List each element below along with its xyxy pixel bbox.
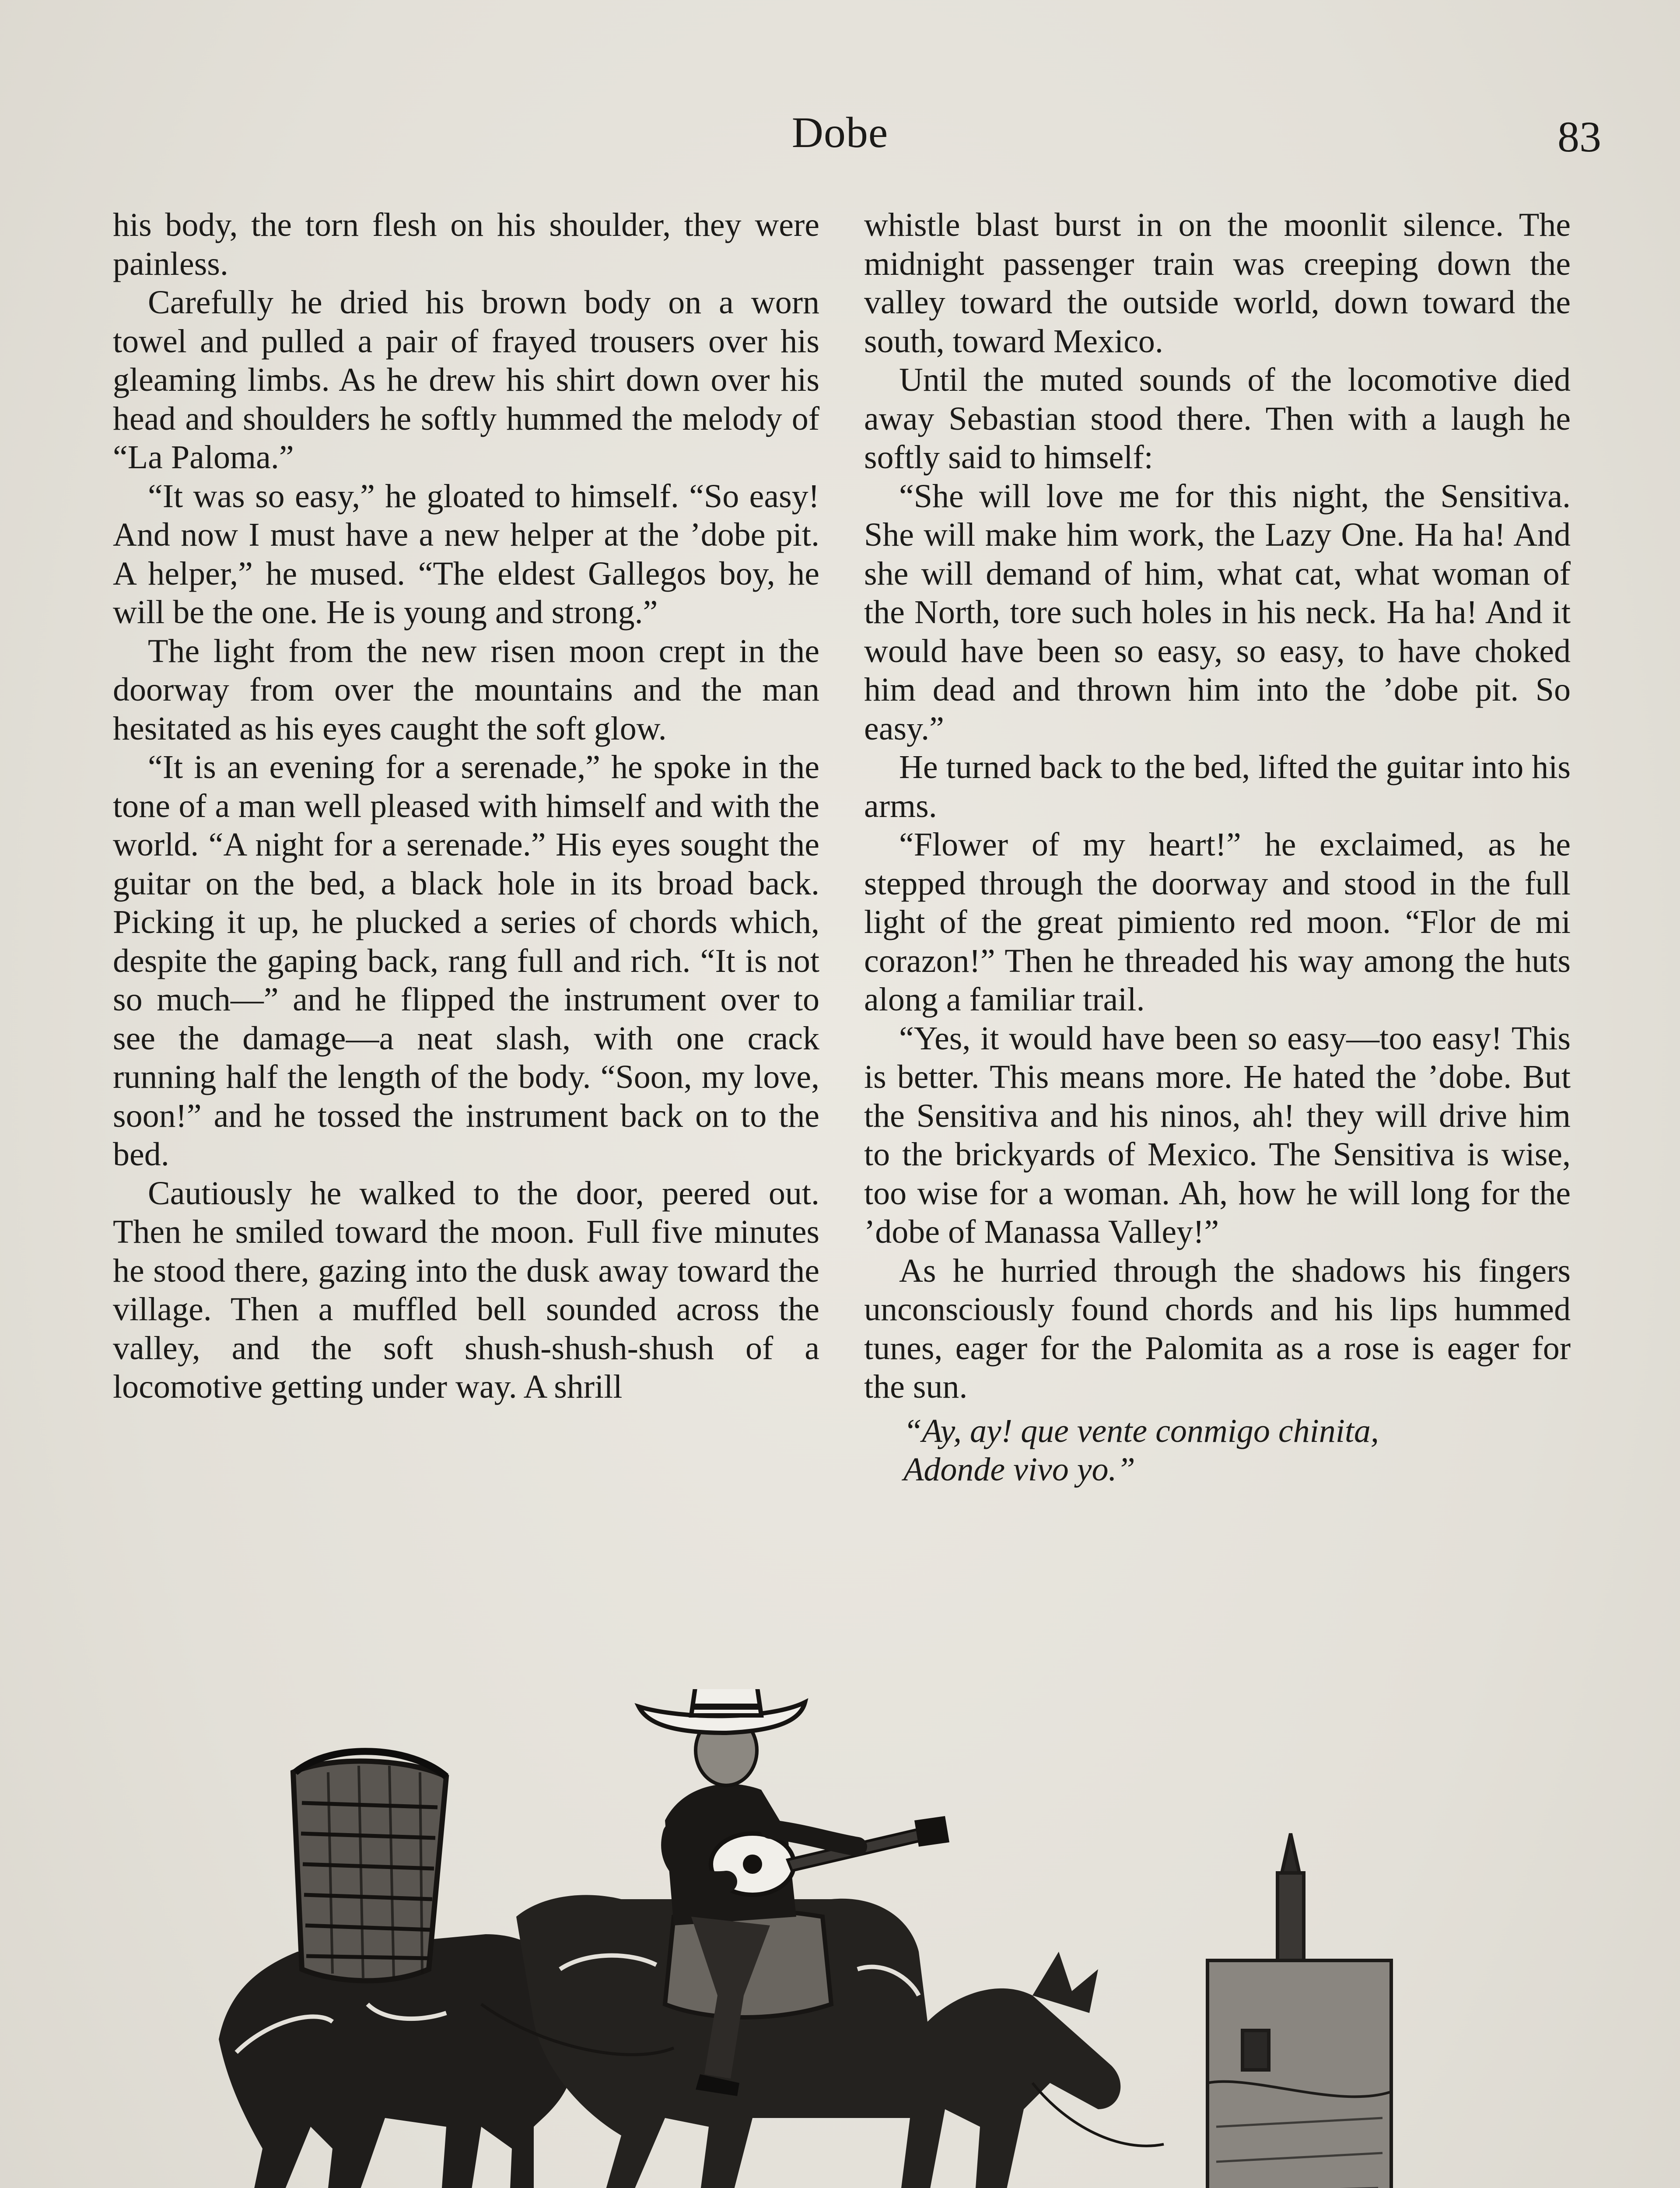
paragraph: his body, the torn flesh on his shoulder, they were painless. [113, 207, 819, 282]
paragraph: “It was so easy,” he gloated to himself. “So easy! And now I must have a new helper at the ’dobe pit. A helper,” he mused. “The eldest Gallegos boy, he will be the one. He is young and strong.” [113, 477, 819, 631]
right-column [864, 206, 1571, 1489]
song-verse [864, 1412, 1571, 1489]
pack-burro-with-basket [219, 1751, 569, 2188]
paragraph: The light from the new risen moon crept in the doorway from over the mountains and the man hesitated as his eyes caught the soft glow. [113, 632, 819, 747]
paragraph: As he hurried through the shadows his fingers unconsciously found chords and his lips hummed tunes, eager for the Palomita as a rose is eager for the sun. [864, 1252, 1571, 1405]
verse-line: Adonde vivo yo.” [903, 1451, 1135, 1488]
paragraph: “She will love me for this night, the Sensitiva. She will make him work, the Lazy One. Ha ha! And she will demand of him, what cat, what woman of the North, tore such holes in his neck. Ha ha! And it would have been so easy, so easy, to have choked him dead and thrown him into the ’dobe pit. So easy.” [864, 477, 1571, 747]
paragraph: Until the muted sounds of the locomotive died away Sebastian stood there. Then with a laugh he softly said to himself: [864, 361, 1571, 476]
page-number: 83 [1558, 112, 1601, 161]
village-tower [1208, 1834, 1391, 2188]
paragraph: whistle blast burst in on the moonlit silence. The midnight passenger train was creeping down the valley toward the outside world, down toward the south, toward Mexico. [864, 207, 1571, 360]
running-title: Dobe [791, 108, 889, 157]
burro-with-rider [516, 1689, 1120, 2188]
paragraph: Cautiously he walked to the door, peered out. Then he smiled toward the moon. Full five minutes he stood there, gazing into the dusk away toward the village. Then a muffled bell sounded across the valley, and the soft shush-shush-shush of a locomotive getting under way. A shrill [113, 1175, 819, 1405]
verse-line: “Ay, ay! que vente conmigo chinita, [903, 1412, 1379, 1449]
paragraph: Carefully he dried his brown body on a worn towel and pulled a pair of frayed trousers over his gleaming limbs. As he drew his shirt down over his head and shoulders he softly hummed the melody of “La Paloma.” [113, 284, 819, 476]
paragraph: He turned back to the bed, lifted the guitar into his arms. [864, 749, 1571, 824]
paragraph: “Flower of my heart!” he exclaimed, as he stepped through the doorway and stood in the full light of the great pimiento red moon. “Flor de mi corazon!” Then he threaded his way among the huts along a familiar trail. [864, 826, 1571, 1018]
paragraph: “Yes, it would have been so easy—too easy! This is better. This means more. He hated the ’dobe. But the Sensitiva and his ninos, ah! they will drive him to the brickyards of Mexico. The Sensitiva is wise, too wise for a woman. Ah, how he will long for the ’dobe of Manassa Valley!” [864, 1020, 1571, 1250]
illustration-burros-and-guitarist [201, 1689, 1492, 2188]
paragraph: “It is an evening for a serenade,” he spoke in the tone of a man well pleased with himself and with the world. “A night for a serenade.” His eyes sought the guitar on the bed, a black hole in its broad back. Picking it up, he plucked a series of chords which, despite the gaping back, rang full and rich. “It is not so much—” and he flipped the instrument over to see the damage—a neat slash, with one crack running half the length of the body. “Soon, my love, soon!” and he tossed the instrument back on to the bed. [113, 749, 819, 1173]
left-column [113, 206, 819, 1406]
